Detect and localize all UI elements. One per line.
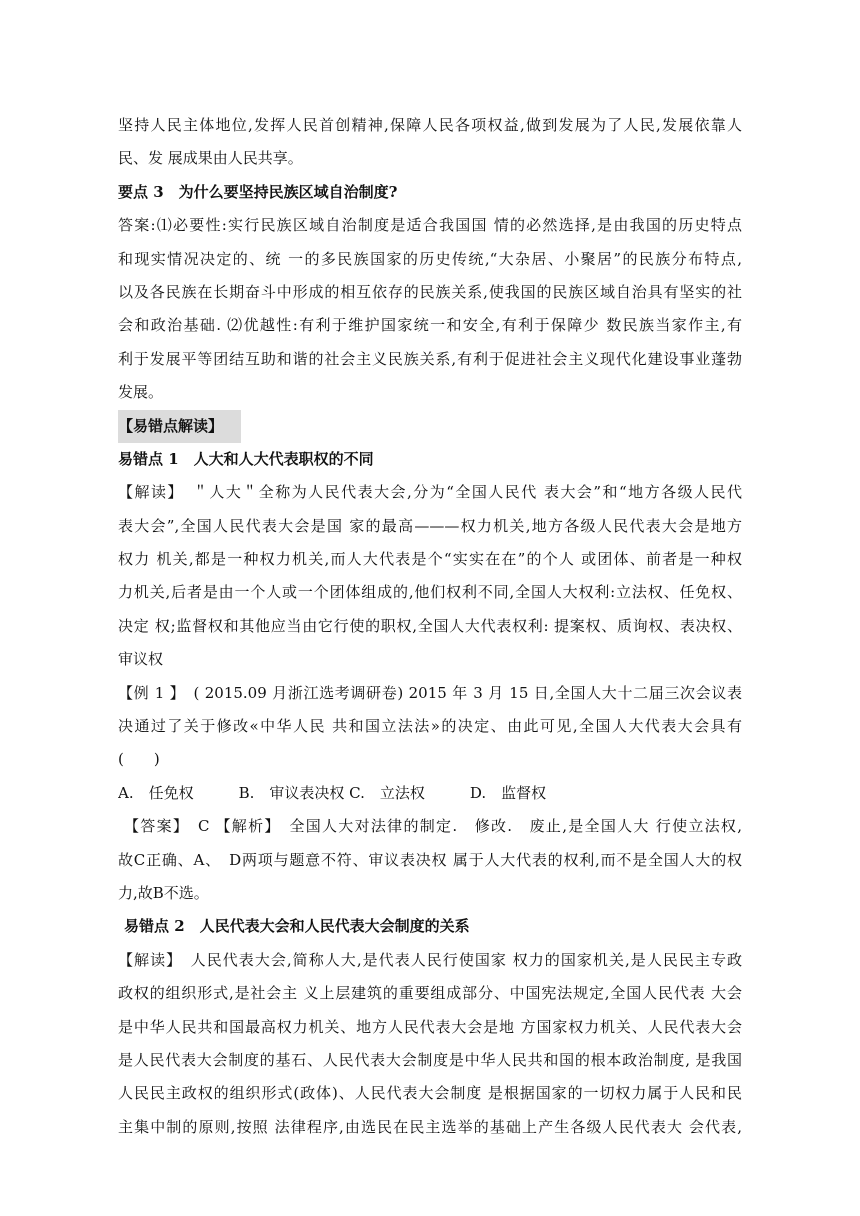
paragraph-line: 决通过了关于修改«中华人民 共和国立法法»的决定、由此可见,全国人大代表大会具有 [118,717,742,736]
paragraph-line: 和现实情况决定的、统 一的多民族国家的历史传统,“大杂居、小聚居”的民族分布特点, [118,249,742,268]
paragraph-line: A. 任免权 B. 审议表决权 C. 立法权 D. 监督权 [118,783,547,802]
paragraph-line: 坚持人民主体地位,发挥人民首创精神,保障人民各项权益,做到发展为了人民,发展依靠人 [118,116,742,134]
paragraph-line: 审议权 [118,650,164,669]
section-heading: 要点 3 为什么要坚持民族区域自治制度? [118,182,398,201]
paragraph-line: 政权的组织形式,是社会主 义上层建筑的重要组成部分、中国宪法规定,全国人民代表 大会 [118,984,742,1003]
paragraph-line: 民、发 展成果由人民共享。 [118,149,303,168]
paragraph-line: 人民民主政权的组织形式(政体)、人民代表大会制度 是根据国家的一切权力属于人民和民 [118,1084,742,1103]
section-heading: 易错点 2 人民代表大会和人民代表大会制度的关系 [124,917,470,936]
paragraph-line: 决定 权;监督权和其他应当由它行使的职权,全国人大代表权利: 提案权、质询权、表决权、 [118,616,742,635]
paragraph-line: 答案:⑴必要性:实行民族区域自治制度是适合我国国 情的必然选择,是由我国的历史特点 [118,216,742,235]
paragraph-line: 力,故B不选。 [118,883,209,902]
paragraph-line: 权力 机关,都是一种权力机关,而人大代表是个“实实在在”的个人 或团体、前者是一种权 [118,550,742,569]
paragraph-line: 是中华人民共和国最高权力机关、地方人民代表大会是地 方国家权力机关、人民代表大会 [118,1017,742,1036]
paragraph-line: 力机关,后者是由一个人或一个团体组成的,他们权利不同,全国人大权利:立法权、任免权、 [118,583,742,602]
paragraph-line: 是人民代表大会制度的基石、人民代表大会制度是中华人民共和国的根本政治制度, 是我国 [118,1050,742,1069]
paragraph-line: 【解读】 ＂人大＂全称为人民代表大会,分为“全国人民代 表大会”和“地方各级人民代 [118,483,742,502]
paragraph-line: 表大会”,全国人民代表大会是国 家的最高———权力机关,地方各级人民代表大会是地方 [118,516,742,535]
paragraph-line: 【答案】 C 【解析】 全国人大对法律的制定. 修改. 废止,是全国人大 行使立法权, [124,817,742,836]
paragraph-line: 故C正确、A、 D两项与题意不符、审议表决权 属于人大代表的权利,而不是全国人大的权 [118,850,742,869]
section-header-bar [118,410,742,443]
paragraph-line: 【例 1 】 ( 2015.09 月浙江选考调研卷) 2015 年 3 月 15 日,全国人大十二届三次会议表 [118,683,742,702]
paragraph-line: ( ) [118,750,160,769]
document-body [118,109,742,1144]
paragraph-line: 发展。 [118,383,164,402]
section-heading: 易错点 1 人大和人大代表职权的不同 [118,449,374,468]
paragraph-line: 以及各民族在长期奋斗中形成的相互依存的民族关系,使我国的民族区域自治具有坚实的社 [118,282,742,301]
paragraph-line: 会和政治基础. ⑵优越性:有利于维护国家统一和安全,有利于保障少 数民族当家作主,有 [118,316,742,335]
section-header-label: 【易错点解读】 [118,410,241,443]
paragraph-line: 【解读】 人民代表大会,简称人大,是代表人民行使国家 权力的国家机关,是人民民主专政 [118,950,742,969]
paragraph-line: 主集中制的原则,按照 法律程序,由选民在民主选举的基础上产生各级人民代表大 会代表, [118,1117,742,1136]
paragraph-line: 利于发展平等团结互助和谐的社会主义民族关系,有利于促进社会主义现代化建设事业蓬勃 [118,349,742,368]
